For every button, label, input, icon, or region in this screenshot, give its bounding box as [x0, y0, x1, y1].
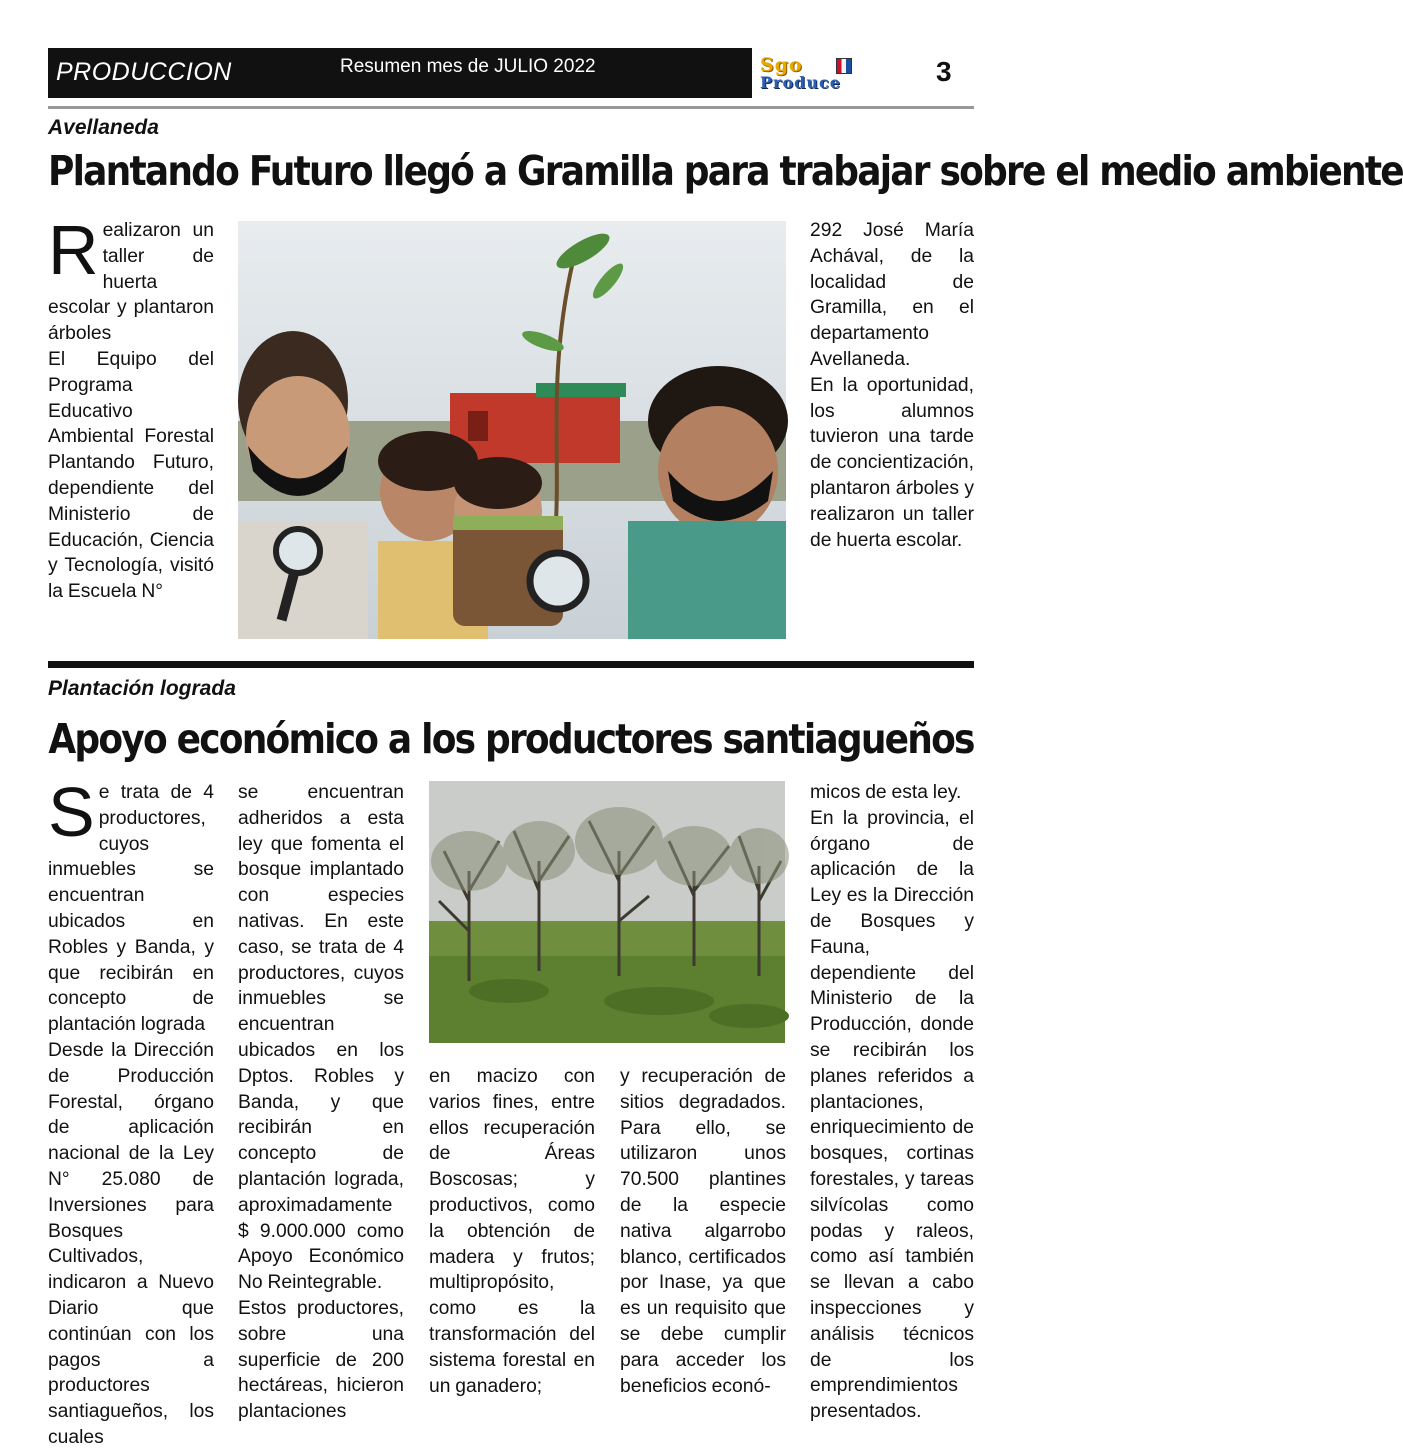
article1-column-1	[48, 211, 214, 605]
article2-body-7: micos de esta ley.	[810, 782, 962, 803]
article2-body-1: e trata de 4 productores, cuyos inmuebles se encuentran ubicados en Robles y Banda, y que recibirán en concepto de plantación lograda	[48, 782, 214, 1036]
article1-body-3: En la oportunidad, los alumnos tuvieron una tarde de concientización, plantaron árboles y realizaron un taller de huerta escolar.	[810, 374, 974, 551]
article2-kicker: Plantación lograda	[48, 677, 236, 700]
section-label: PRODUCCION	[56, 58, 232, 86]
issue-summary: Resumen mes de JULIO 2022	[340, 56, 596, 77]
article1-kicker: Avellaneda	[48, 116, 159, 139]
sgo-produce-logo	[758, 54, 903, 94]
article1-column-2	[810, 218, 974, 553]
article2-body-3: se encuentran adheridos a esta ley que fomenta el bosque implantado con especies nativas. En este caso, se trata de 4 productores, cuyos inmuebles se encuentran ubicados en los Dptos. Robles y Banda, y que recibirán en concepto de plantación lograda, aproximadamente $ 9.000.000 como Apoyo Económico No Reintegrable.	[238, 782, 404, 1294]
article2-column-2	[238, 780, 404, 1425]
article2-body-8: En la provincia, el órgano de aplicación de la Ley es la Dirección de Bosques y Fauna, dependiente del Ministerio de la Producción, donde se recibirán los planes referidos a plantaciones, enriquecimiento de bosques, cortinas forestales, y tareas silvícolas como podas y raleos, como así también se llevan a cabo inspecciones y análisis técnicos de los emprendimientos presentados.	[810, 807, 974, 1423]
article2-column-5	[810, 780, 974, 1425]
article1-body-2: 292 José María Achával, de la localidad de Gramilla, en el departamento Avellaneda.	[810, 220, 974, 370]
article2-photo-forest-plantation	[429, 781, 785, 1043]
flag-icon	[836, 58, 852, 74]
article1-headline: Plantando Futuro llegó a Gramilla para trabajar sobre el medio ambiente	[48, 148, 1403, 196]
article2-body-6: y recuperación de sitios degradados. Para ello, se utilizaron unos 70.500 plantines de la especie nativa algarrobo blanco, certificados por Inase, ya que es un requisito que se debe cumplir para acceder los beneficios econó-	[620, 1066, 786, 1397]
article1-photo-children-planting	[238, 221, 786, 639]
article2-headline: Apoyo económico a los productores santiagueños	[48, 716, 974, 764]
section-header-bar	[48, 48, 752, 98]
article2-body-5: en macizo con varios fines, entre ellos recuperación de Áreas Boscosas; y productivos, como la obtención de madera y frutos; multipropósito, como es la transformación del sistema forestal en un ganadero;	[429, 1066, 595, 1397]
article2-column-3	[429, 1064, 595, 1399]
page-number: 3	[936, 56, 952, 87]
article2-body-2: Desde la Dirección de Producción Forestal, órgano de aplicación nacional de la Ley N° 25.080 de Inversiones para Bosques Cultivados, indicaron a Nuevo Diario que continúan con los pagos a productores santiagueños, los cuales	[48, 1039, 214, 1448]
article1-dropcap: R	[48, 211, 99, 289]
header-divider	[48, 106, 974, 109]
article2-column-4	[620, 1064, 786, 1399]
article2-column-1	[48, 773, 214, 1451]
article1-lead: ealizaron un taller de huerta escolar y plantaron árboles	[48, 220, 214, 345]
logo-top-text: Sgo	[760, 54, 803, 76]
article1-body-1: El Equipo del Programa Educativo Ambiental Forestal Plantando Futuro, dependiente del Ministerio de Educación, Ciencia y Tecnología, visitó la Escuela N°	[48, 348, 214, 603]
logo-bottom-text: Produce	[760, 73, 841, 92]
article2-dropcap: S	[48, 773, 95, 851]
article2-body-4: Estos productores, sobre una superficie de 200 hectáreas, hicieron plantaciones	[238, 1297, 404, 1423]
article-divider	[48, 661, 974, 668]
